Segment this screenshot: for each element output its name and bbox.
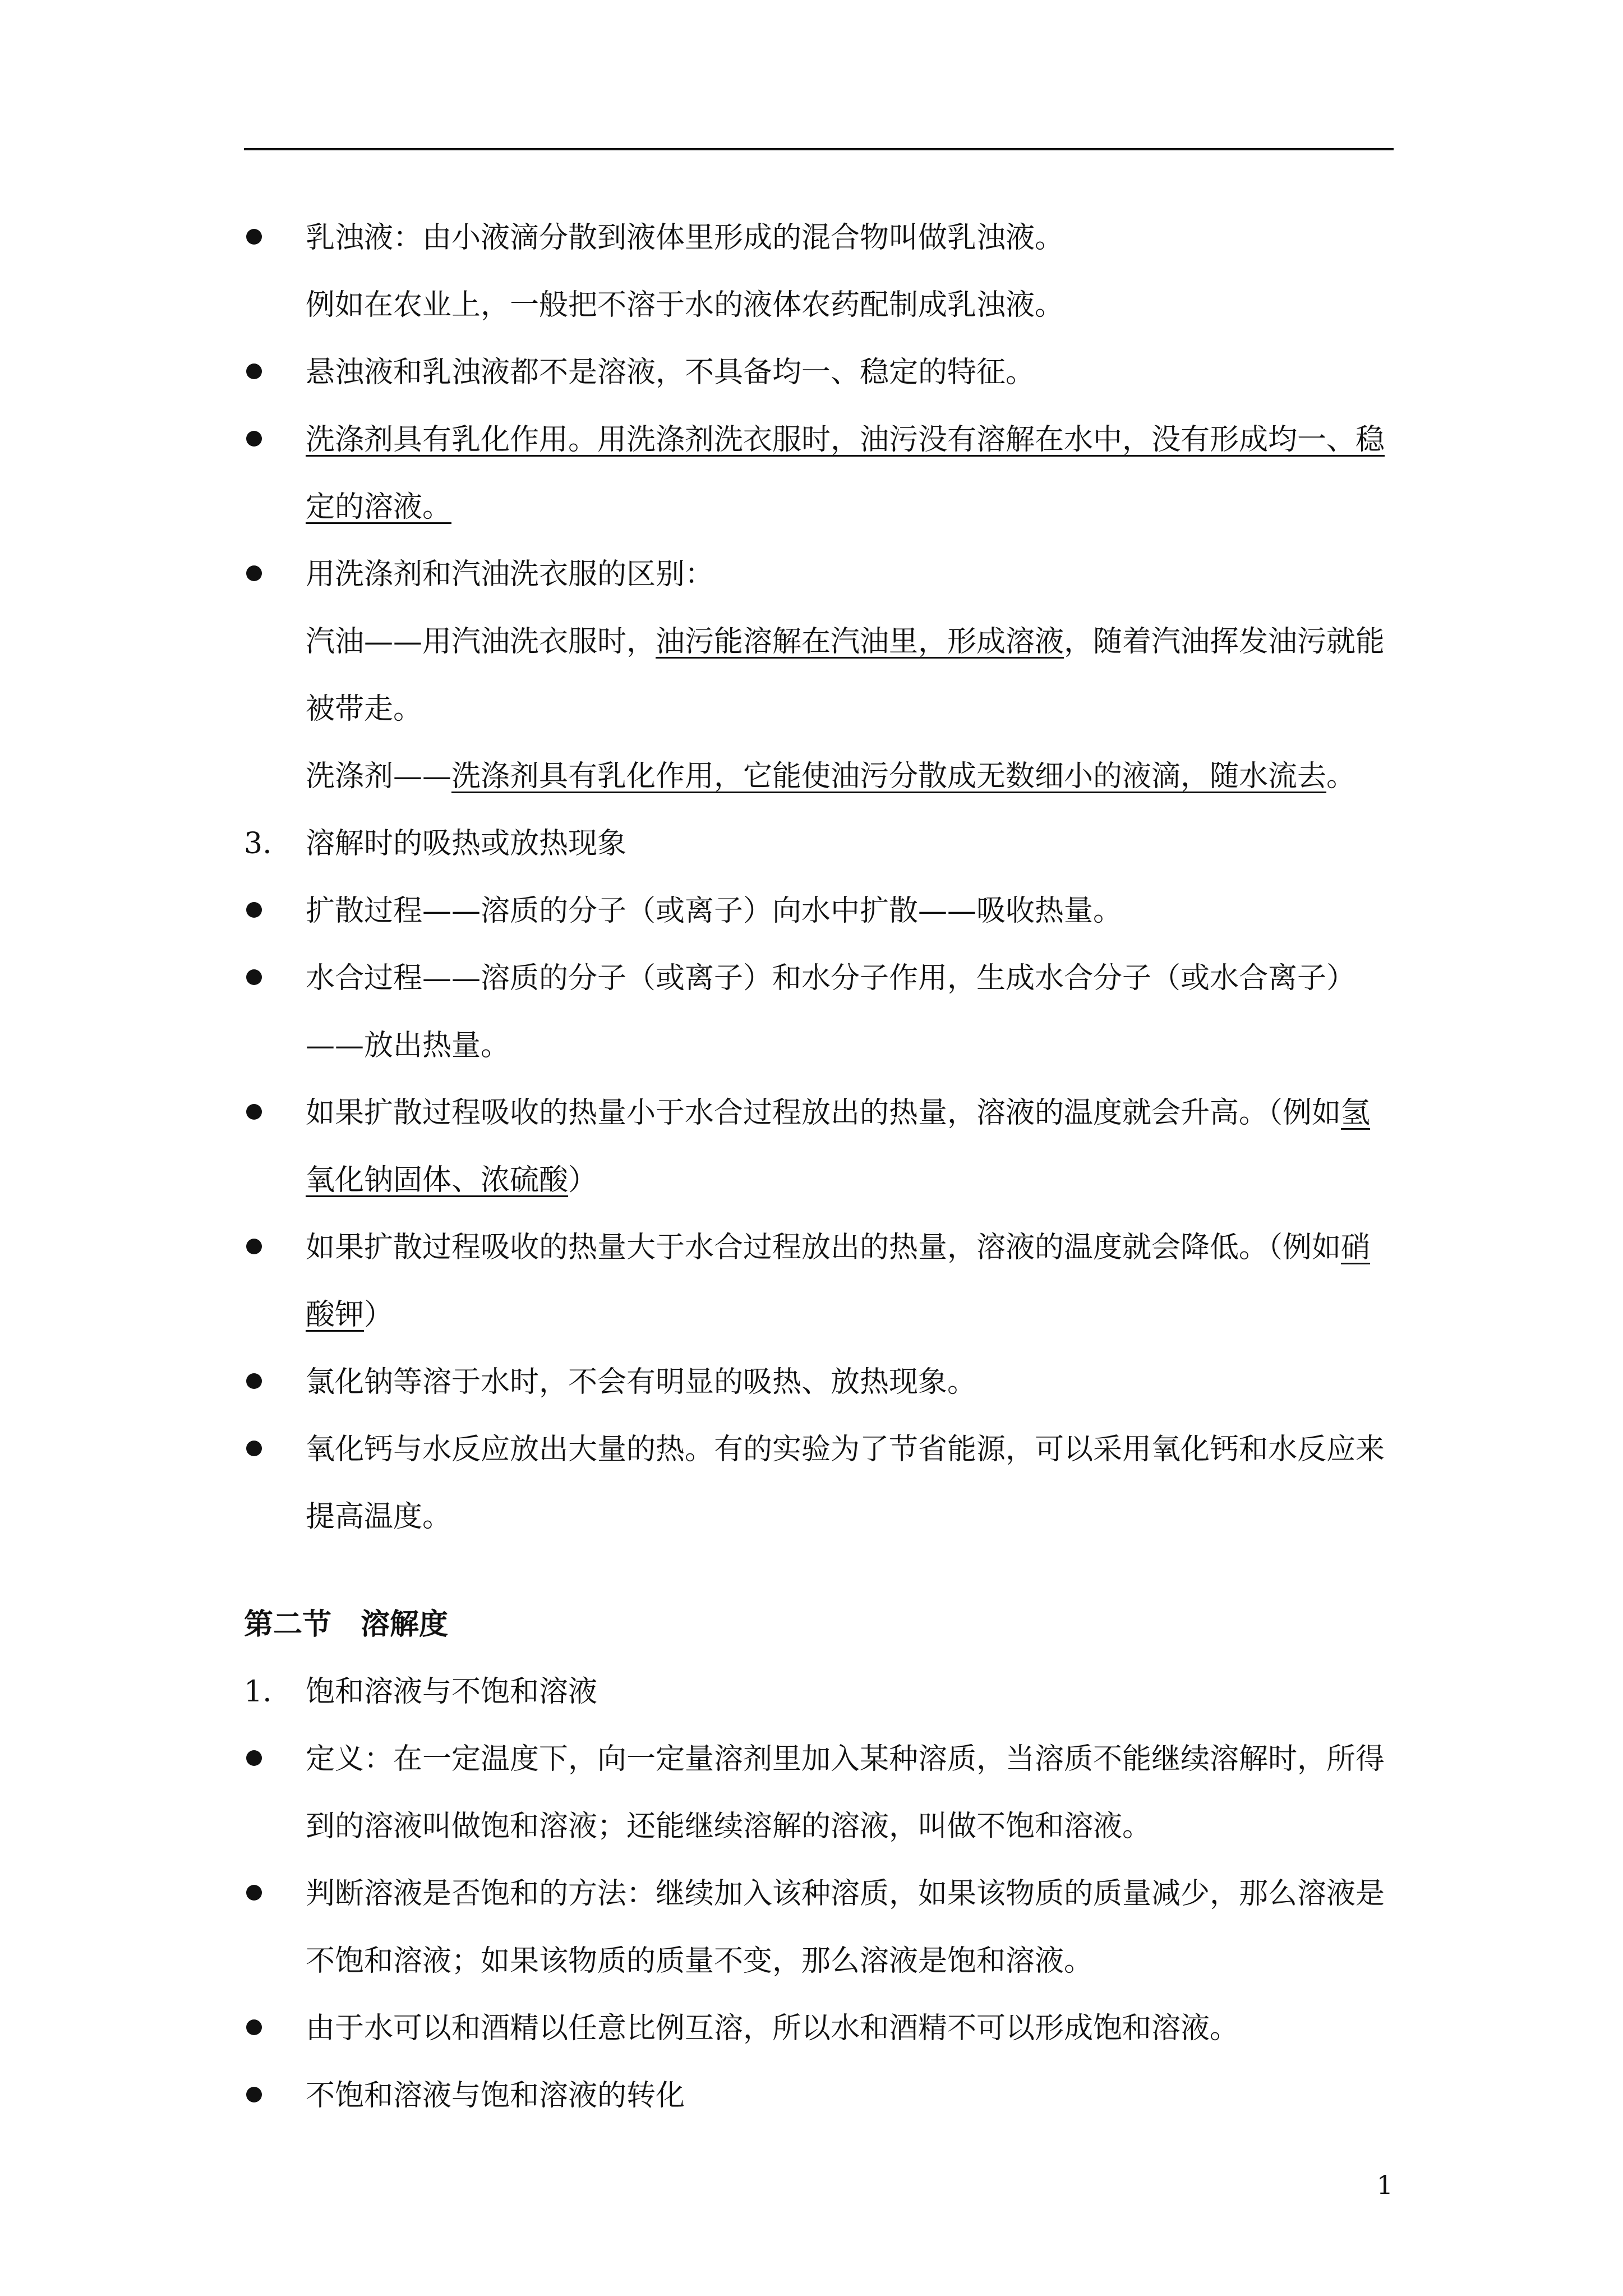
- bullet-temperature-rise: 如果扩散过程吸收的热量小于水合过程放出的热量，溶液的温度就会升高。（例如氢氧化钠固体、浓硫酸）: [306, 1096, 1371, 1197]
- bullet-detergent-emulsification: 洗涤剂具有乳化作用。用洗涤剂洗衣服时，油污没有溶解在水中，没有形成均一、稳定的溶液。: [306, 423, 1385, 524]
- bullet-water-alcohol: 由于水可以和酒精以任意比例互溶，所以水和酒精不可以形成饱和溶液。: [306, 2012, 1239, 2045]
- bullet-washing-difference: 用洗涤剂和汽油洗衣服的区别：: [306, 558, 714, 591]
- section-heading-solubility: 第二节 溶解度: [244, 1607, 449, 1641]
- header-rule: [244, 148, 1394, 150]
- bullet-sodium-chloride: 氯化钠等溶于水时，不会有明显的吸热、放热现象。: [306, 1365, 977, 1399]
- emulsion-example: 例如在农业上，一般把不溶于水的液体农药配制成乳浊液。: [306, 288, 1064, 322]
- bullet-emulsion-definition: 乳浊液：由小液滴分散到液体里形成的混合物叫做乳浊液。: [306, 221, 1064, 255]
- bullet-suspension-note: 悬浊液和乳浊液都不是溶液，不具备均一、稳定的特征。: [306, 356, 1035, 389]
- document-body: [244, 204, 1394, 2129]
- section-3-heading: 3. 溶解时的吸热或放热现象: [244, 810, 1394, 877]
- list-number: 1.: [244, 1675, 272, 1709]
- gasoline-explanation: 汽油——用汽油洗衣服时，油污能溶解在汽油里，形成溶液，随着汽油挥发油污就能被带走。: [306, 625, 1385, 726]
- page-number: 1: [1376, 2170, 1393, 2200]
- bullet-conversion: 不饱和溶液与饱和溶液的转化: [306, 2079, 685, 2113]
- bullet-saturation-test: 判断溶液是否饱和的方法：继续加入该种溶质，如果该物质的质量减少，那么溶液是不饱和溶液；如果该物质的质量不变，那么溶液是饱和溶液。: [306, 1877, 1385, 1978]
- bullet-temperature-drop: 如果扩散过程吸收的热量大于水合过程放出的热量，溶液的温度就会降低。（例如硝酸钾）: [306, 1231, 1371, 1332]
- list-number: 3.: [244, 827, 272, 861]
- bullet-calcium-oxide: 氧化钙与水反应放出大量的热。有的实验为了节省能源，可以采用氧化钙和水反应来提高温度。: [306, 1433, 1385, 1534]
- detergent-explanation: 洗涤剂——洗涤剂具有乳化作用，它能使油污分散成无数细小的液滴，随水流去。: [306, 760, 1356, 793]
- bullet-diffusion: 扩散过程——溶质的分子（或离子）向水中扩散——吸收热量。: [306, 894, 1123, 928]
- subsection-1-heading: 1. 饱和溶液与不饱和溶液: [244, 1658, 1394, 1726]
- bullet-hydration: 水合过程——溶质的分子（或离子）和水分子作用，生成水合分子（或水合离子）——放出热量。: [306, 961, 1356, 1062]
- bullet-saturated-definition: 定义：在一定温度下，向一定量溶剂里加入某种溶质，当溶质不能继续溶解时，所得到的溶液叫做饱和溶液；还能继续溶解的溶液，叫做不饱和溶液。: [306, 1742, 1385, 1843]
